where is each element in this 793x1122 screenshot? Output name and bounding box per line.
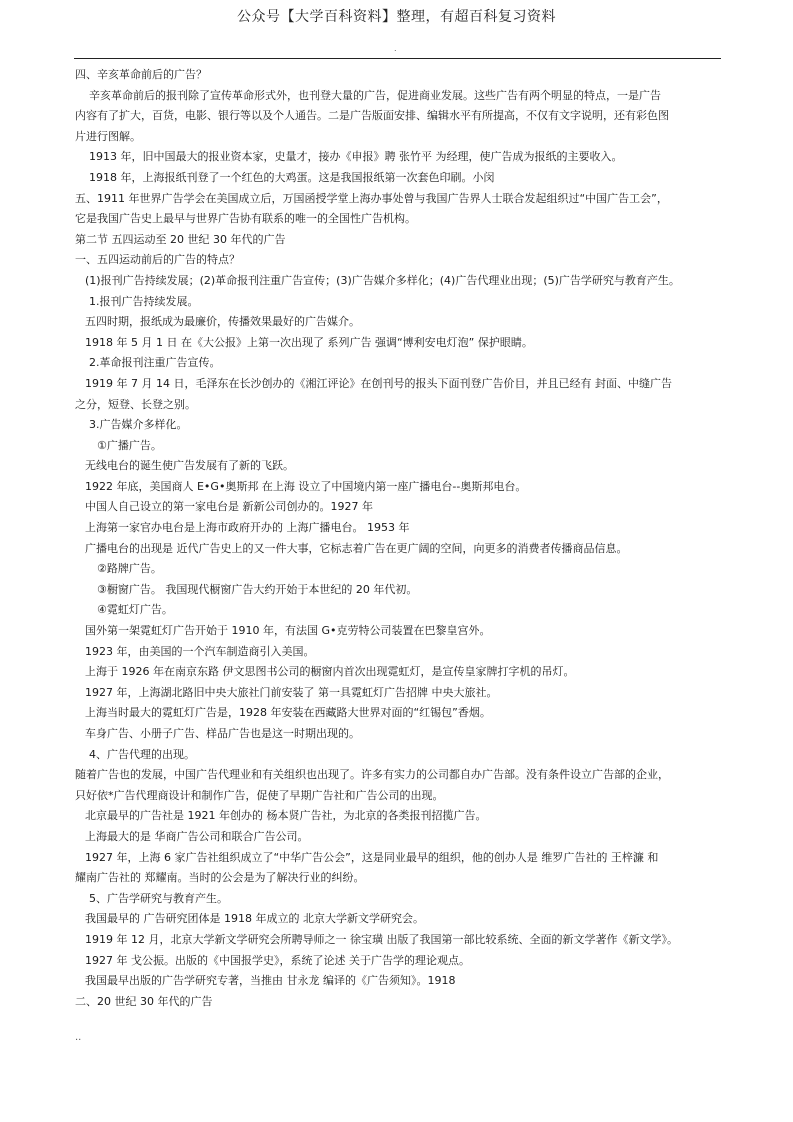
page-header: 公众号【大学百科资料】整理，有超百科复习资料 — [237, 9, 556, 25]
header-rule — [74, 58, 721, 59]
text-line: 车身广告、小册子广告、样品广告也是这一时期出现的。 — [85, 727, 360, 740]
text-line: 之分，短登、长登之别。 — [75, 397, 196, 411]
text-line: 我国最早出版的广告学研究专著，当推由 甘永龙 编译的《广告须知》。1918 — [85, 974, 456, 988]
text-line: 1922 年底，美国商人 E•G•奥斯邦 在上海 设立了中国境内第一座广播电台--奥斯邦电台。 — [85, 479, 527, 493]
text-line: 五四时期，报纸成为最廉价，传播效果最好的广告媒介。 — [85, 315, 360, 329]
text-line: 广播电台的出现是 近代广告史上的又一件大事，它标志着广告在更广阔的空间，向更多的消费者传播商品信息。 — [85, 541, 628, 555]
text-line: 1927 年，上海湖北路旧中央大旅社门前安装了 第一具霓虹灯广告招牌 中央大旅社。 — [85, 685, 498, 699]
text-line: 1927 年，上海 6 家广告社组织成立了“中华广告公会”，这是同业最早的组织，他的创办人是 维罗广告社的 王梓濂 和 — [85, 850, 659, 864]
text-line: 1927 年 戈公振。出版的《中国报学史》，系统了论述 关于广告学的理论观点。 — [85, 953, 470, 967]
text-line: ①广播广告。 — [97, 438, 162, 452]
text-line: 耀南广告社的 郑耀南。当时的公会是为了解决行业的纠纷。 — [75, 871, 365, 885]
text-line: 1919 年 7 月 14 日，毛泽东在长沙创办的《湘江评论》在创刊号的报头下面刊登广告价目，并且已经有 封面、中缝广告 — [85, 376, 672, 390]
text-line: 只好依*广告代理商设计和制作广告，促使了早期广告社和广告公司的出现。 — [75, 788, 444, 802]
text-line: (1)报刊广告持续发展；(2)革命报刊注重广告宣传；(3)广告媒介多样化；(4)广告代理业出现；(5)广告学研究与教育产生。 — [85, 273, 680, 287]
text-line: 1918 年，上海报纸刊登了一个红色的大鸡蛋。这是我国报纸第一次套色印刷。小闵 — [89, 170, 495, 184]
text-line: 它是我国广告史上最早与世界广告协有联系的唯一的全国性广告机构。 — [75, 212, 416, 226]
text-line: 北京最早的广告社是 1921 年创办的 杨本贤广告社，为北京的各类报刊招揽广告。 — [85, 809, 487, 823]
text-line: 片进行图解。 — [75, 129, 141, 143]
footer-mark: .. — [75, 1032, 82, 1043]
text-line: 一、五四运动前后的广告的特点？ — [75, 253, 240, 267]
text-line: 1923 年，由美国的一个汽车制造商引入美国。 — [85, 644, 315, 658]
text-line: 1.报刊广告持续发展。 — [89, 294, 199, 308]
header-dot: . — [394, 44, 397, 53]
text-line: 辛亥革命前后的报刊除了宣传革命形式外，也刊登大量的广告，促进商业发展。这些广告有两个明显的特点，一是广告 — [89, 88, 661, 102]
text-line: 五、1911 年世界广告学会在美国成立后，万国函授学堂上海办事处曾与我国广告界人士联合发起组织过“中国广告工会”， — [75, 191, 668, 205]
text-line: 上海于 1926 年在南京东路 伊文思图书公司的橱窗内首次出现霓虹灯，是宣传皇家牌打字机的吊灯。 — [85, 665, 575, 679]
text-line: 第二节 五四运动至 20 世纪 30 年代的广告 — [75, 232, 286, 246]
text-line: ②路牌广告。 — [97, 562, 162, 576]
text-line: ③橱窗广告。 我国现代橱窗广告大约开始于本世纪的 20 年代初。 — [97, 582, 418, 596]
text-line: 四、辛亥革命前后的广告？ — [75, 68, 207, 81]
text-line: 4、广告代理的出现。 — [89, 747, 195, 761]
text-line: 随着广告也的发展，中国广告代理业和有关组织也出现了。许多有实力的公司都自办广告部。没有条件设立广告部的企业， — [75, 768, 669, 782]
text-line: 1918 年 5 月 1 日 在《大公报》上第一次出现了 系列广告 强调“博利安电灯泡” 保护眼睛。 — [85, 335, 533, 349]
text-line: 5、广告学研究与教育产生。 — [89, 891, 228, 905]
text-line: 2.革命报刊注重广告宣传。 — [89, 356, 221, 370]
text-line: 上海当时最大的霓虹灯广告是，1928 年安装在西藏路大世界对面的“红锡包”香烟。 — [85, 706, 491, 720]
text-line: 中国人自己设立的第一家电台是 新新公司创办的。1927 年 — [85, 500, 373, 514]
text-line: 二、20 世纪 30 年代的广告 — [75, 994, 213, 1008]
text-line: 上海第一家官办电台是上海市政府开办的 上海广播电台。 1953 年 — [85, 521, 410, 535]
text-line: 1913 年，旧中国最大的报业资本家，史量才，接办《申报》聘 张竹平 为经理，使广告成为报纸的主要收入。 — [89, 150, 623, 164]
text-line: 上海最大的是 华商广告公司和联合广告公司。 — [85, 829, 309, 843]
document-body — [75, 65, 723, 1012]
text-line: ④霓虹灯广告。 — [97, 603, 173, 617]
text-line: 我国最早的 广告研究团体是 1918 年成立的 北京大学新文学研究会。 — [85, 912, 424, 926]
text-line: 内容有了扩大，百货，电影、银行等以及个人通告。二是广告版面安排、编辑水平有所提高，不仅有文字说明，还有彩色图 — [75, 109, 669, 123]
text-line: 3.广告媒介多样化。 — [89, 418, 188, 432]
text-line: 国外第一架霓虹灯广告开始于 1910 年，有法国 G•克劳特公司装置在巴黎皇宫外。 — [85, 624, 491, 638]
text-line: 无线电台的诞生使广告发展有了新的飞跃。 — [85, 459, 294, 473]
text-line: 1919 年 12 月，北京大学新文学研究会所聘导师之一 徐宝璜 出版了我国第一部比较系统、全面的新文学著作《新文学》。 — [85, 932, 678, 946]
